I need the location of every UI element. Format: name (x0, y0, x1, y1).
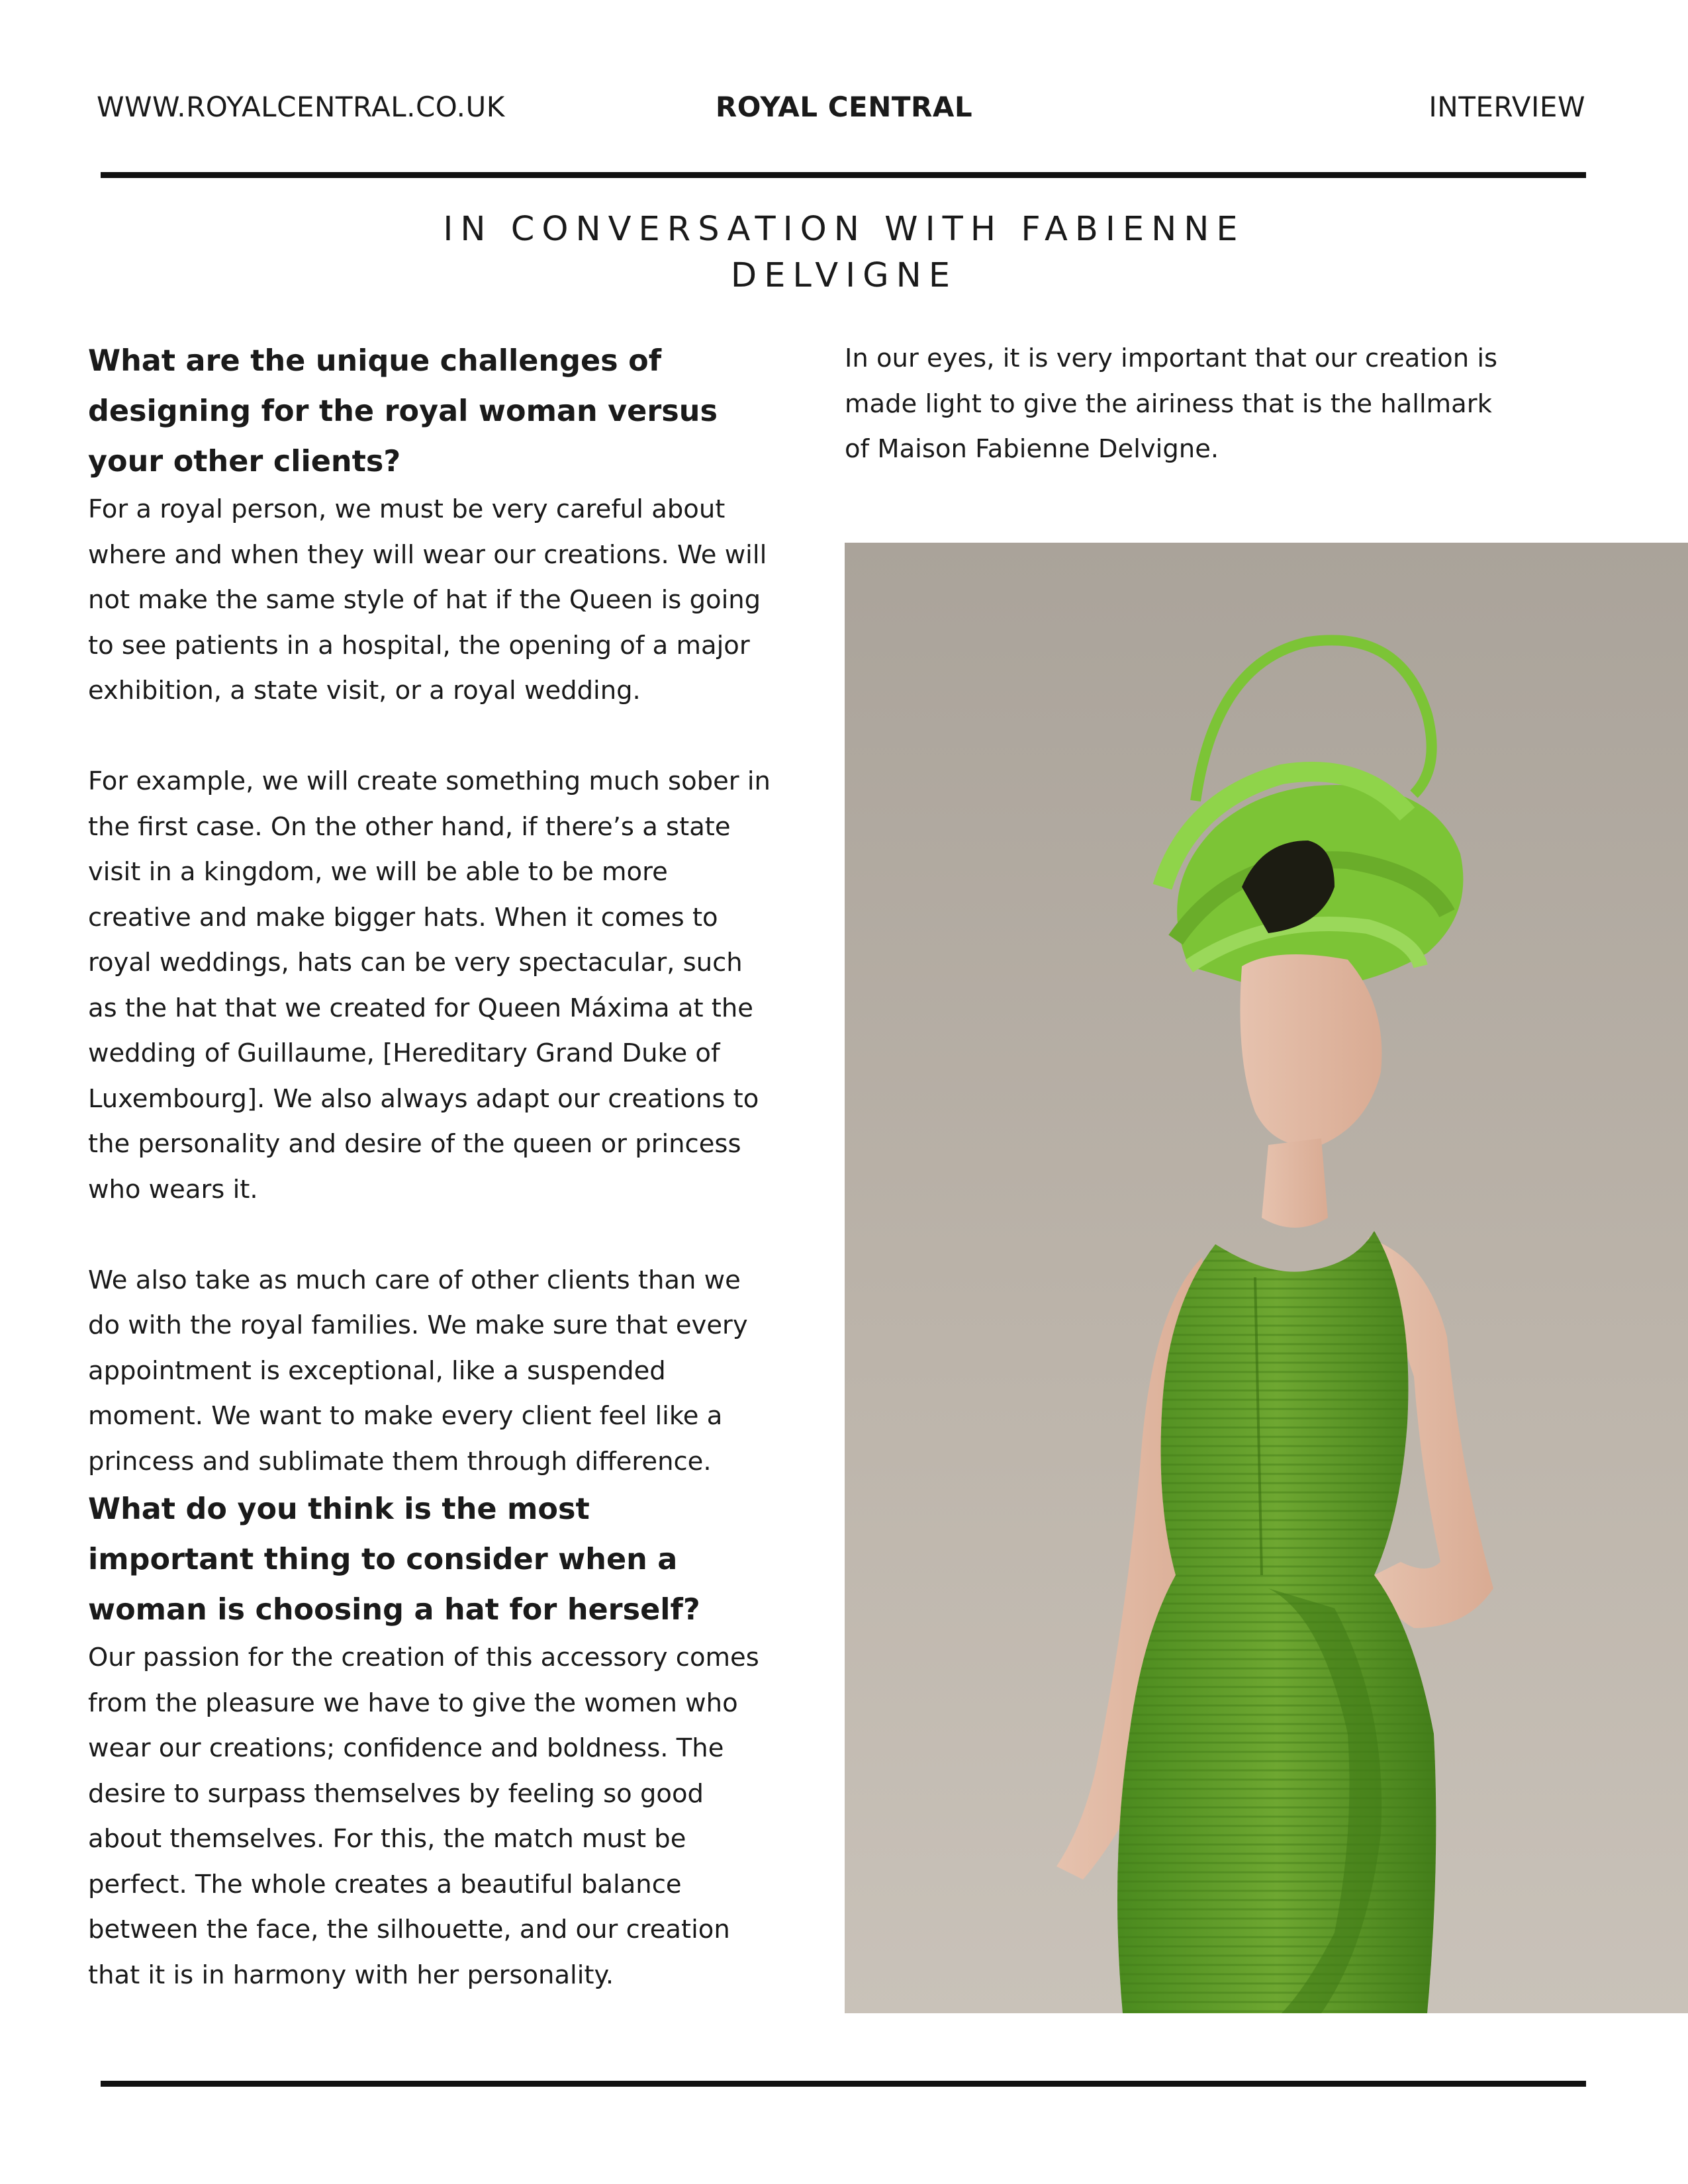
section-label: INTERVIEW (1429, 91, 1585, 123)
answer-1-paragraph-3: We also take as much care of other clients than we do with the royal families. We make sure that every appointment is exceptional, like a suspended moment. We want to make every client feel like a princess and sublimate them through difference. (88, 1265, 748, 1477)
article-title-line-2: DELVIGNE (730, 256, 958, 295)
article-title (381, 206, 1307, 299)
answer-1-paragraph-2: For example, we will create something much sober in the first case. On the other hand, if there’s a state visit in a kingdom, we will be able to be more creative and make bigger hats. When it comes to royal weddings, hats can be very spectacular, such as the hat that we created for Queen Máxima at the wedding of Guillaume, [Hereditary Grand Duke of Luxembourg]. We also always adapt our creations to the personality and desire of the queen or princess who wears it. (88, 766, 771, 1205)
article-title-line-1: IN CONVERSATION WITH FABIENNE (443, 210, 1245, 249)
model-photo (845, 543, 1688, 2013)
question-2: What do you think is the most important thing to consider when a woman is choosing a hat for herself? (88, 1492, 700, 1627)
brand-name: ROYAL CENTRAL (715, 91, 973, 123)
left-column (88, 336, 776, 1998)
answer-1-paragraph-1: For a royal person, we must be very careful about where and when they will wear our creations. We will not make the same style of hat if the Queen is going to see patients in a hospital, the opening of a major exhibition, a state visit, or a royal wedding. (88, 494, 767, 705)
answer-2-paragraph-2: In our eyes, it is very important that our creation is made light to give the airiness that is the hallmark of Maison Fabienne Delvigne. (845, 343, 1498, 464)
answer-2-paragraph-1: Our passion for the creation of this accessory comes from the pleasure we have to give the women who wear our creations; confidence and boldness. The desire to surpass themselves by feeling so good about themselves. For this, the match must be perfect. The whole creates a beautiful balance between the face, the silhouette, and our creation that it is in harmony with her personality. (88, 1643, 759, 1990)
header-rule (101, 172, 1586, 178)
right-column (845, 336, 1533, 473)
footer-rule (101, 2081, 1586, 2087)
question-1: What are the unique challenges of designing for the royal woman versus your other clients? (88, 344, 718, 478)
website-url[interactable]: WWW.ROYALCENTRAL.CO.UK (97, 91, 505, 123)
